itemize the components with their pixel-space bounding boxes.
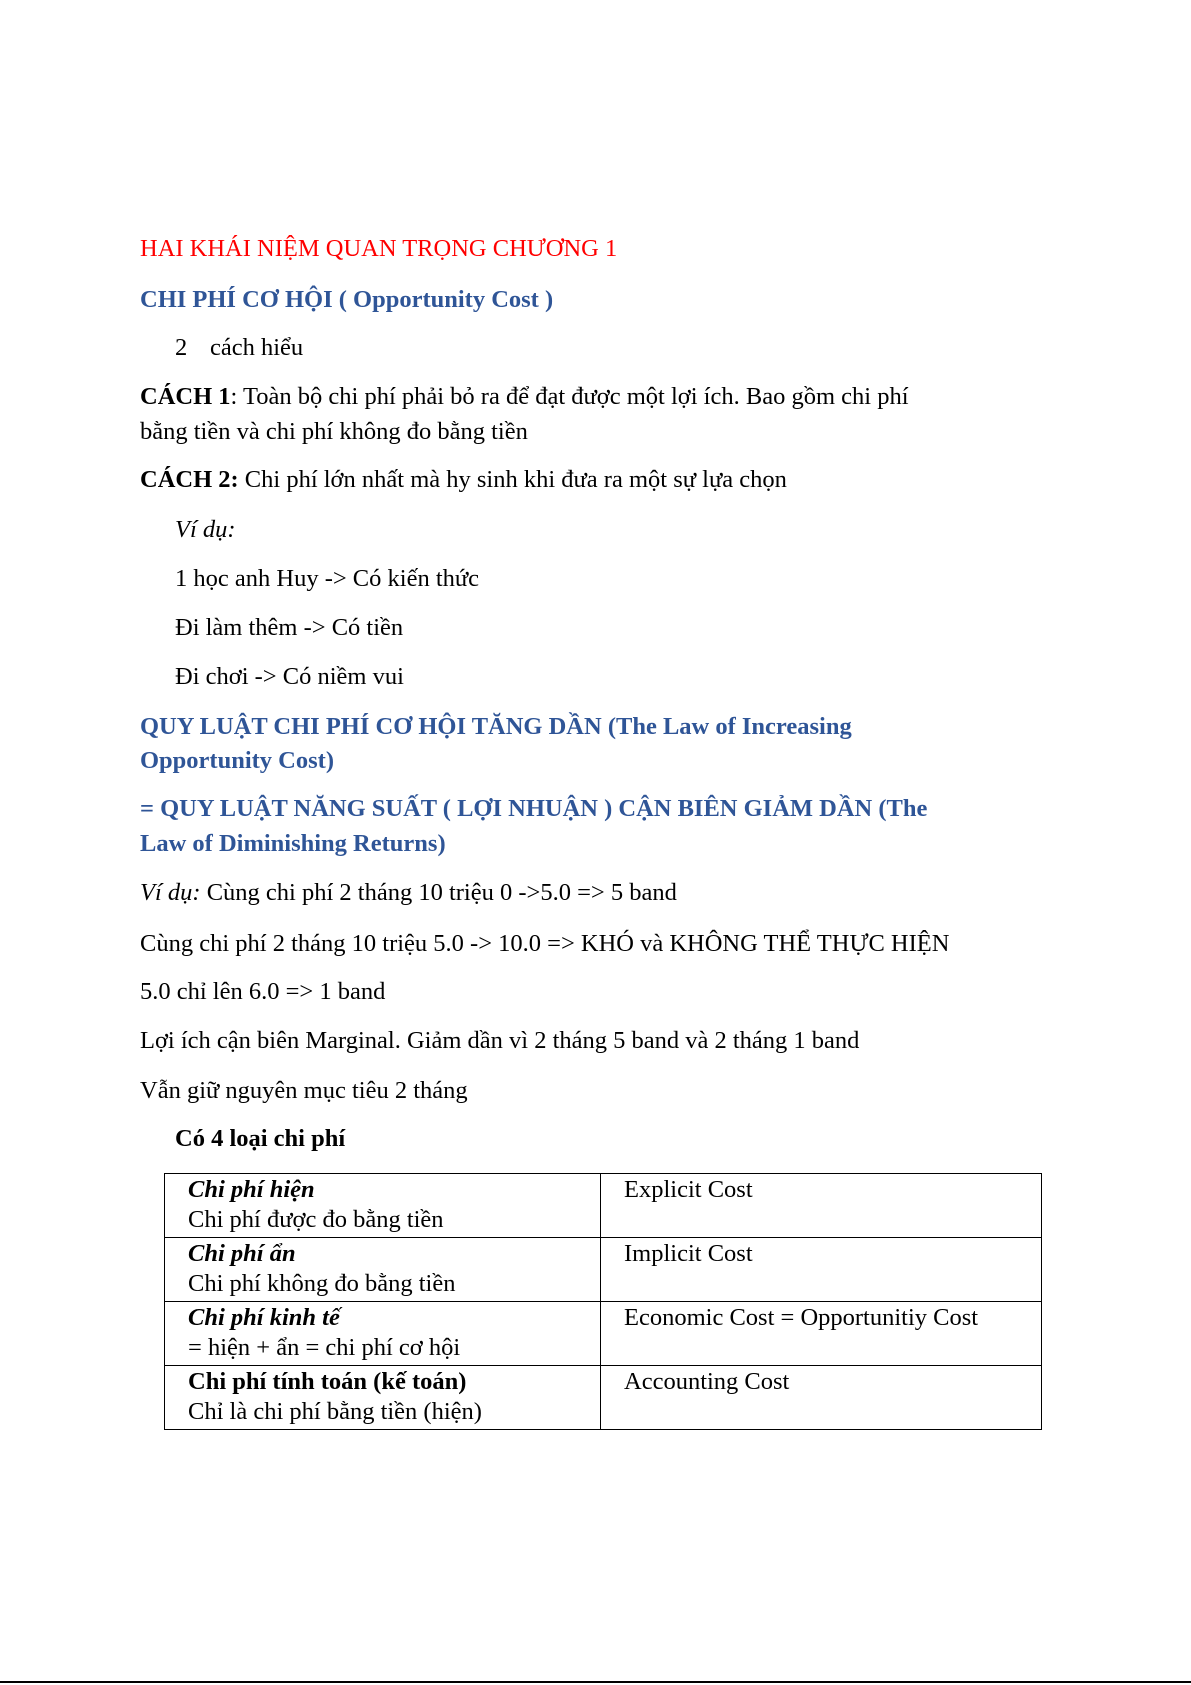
cost-en-label: Explicit Cost (624, 1176, 753, 1203)
cach1-label: CÁCH 1 (140, 383, 231, 410)
example-label: Ví dụ: (175, 516, 236, 543)
paragraph: Lợi ích cận biên Marginal. Giảm dần vì 2 tháng 5 band và 2 tháng 1 band (140, 1027, 860, 1054)
cost-vi-desc: Chi phí không đo bằng tiền (188, 1270, 456, 1297)
cost-vi-desc: Chỉ là chi phí bằng tiền (hiện) (188, 1398, 482, 1425)
example-item: Đi làm thêm -> Có tiền (175, 614, 404, 641)
cost-vi-cell (165, 1366, 601, 1430)
law-diminishing-heading-line2: Law of Diminishing Returns) (140, 830, 446, 857)
cost-types-table (164, 1173, 1042, 1430)
list-item-text: cách hiểu (210, 334, 304, 361)
law-increasing-heading-line1: QUY LUẬT CHI PHÍ CƠ HỘI TĂNG DẦN (The Law of Increasing (140, 713, 852, 740)
cost-en-label: Implicit Cost (624, 1240, 753, 1267)
cost-vi-desc: = hiện + ẩn = chi phí cơ hội (188, 1334, 461, 1361)
example2-line (140, 876, 677, 910)
cost-en-cell (601, 1302, 1042, 1366)
law-increasing-heading-line2: Opportunity Cost) (140, 747, 334, 774)
paragraph: 5.0 chỉ lên 6.0 => 1 band (140, 978, 386, 1005)
cach1-line1 (140, 380, 909, 414)
cost-en-cell (601, 1174, 1042, 1238)
cost-types-heading: Có 4 loại chi phí (175, 1125, 346, 1152)
cost-en-label: Economic Cost = Opportunitiy Cost (624, 1304, 979, 1331)
cost-vi-title: Chi phí ẩn (188, 1240, 296, 1267)
cost-en-label: Accounting Cost (624, 1368, 790, 1395)
list-number: 2 (175, 334, 188, 361)
cost-vi-title: Chi phí tính toán (kế toán) (188, 1368, 467, 1395)
cach1-text: : Toàn bộ chi phí phải bỏ ra để đạt được một lợi ích. Bao gồm chi phí (230, 383, 909, 410)
cost-vi-title: Chi phí hiện (188, 1176, 315, 1203)
example2-label: Ví dụ: (140, 879, 201, 906)
example-item: 1 học anh Huy -> Có kiến thức (175, 565, 480, 592)
cach1-line2: bằng tiền và chi phí không đo bằng tiền (140, 418, 528, 445)
cost-vi-cell (165, 1302, 601, 1366)
table-row (165, 1366, 1042, 1430)
table-row (165, 1238, 1042, 1302)
cost-vi-title: Chi phí kinh tế (188, 1304, 340, 1331)
example-item: Đi chơi -> Có niềm vui (175, 663, 404, 690)
paragraph: Cùng chi phí 2 tháng 10 triệu 5.0 -> 10.0 => KHÓ và KHÔNG THỂ THỰC HIỆN (140, 930, 950, 957)
law-diminishing-heading-line1: = QUY LUẬT NĂNG SUẤT ( LỢI NHUẬN ) CẬN BIÊN GIẢM DẦN (The (140, 795, 928, 822)
cost-vi-cell (165, 1174, 601, 1238)
page-bottom-divider (0, 1681, 1191, 1683)
table-row (165, 1302, 1042, 1366)
cach2-line (140, 463, 787, 497)
numbered-list-item (175, 331, 303, 365)
cost-en-cell (601, 1238, 1042, 1302)
cach2-text: Chi phí lớn nhất mà hy sinh khi đưa ra một sự lựa chọn (238, 466, 787, 493)
cach2-label: CÁCH 2: (140, 466, 239, 493)
cost-vi-desc: Chi phí được đo bằng tiền (188, 1206, 444, 1233)
table-row (165, 1174, 1042, 1238)
example2-text: Cùng chi phí 2 tháng 10 triệu 0 ->5.0 => 5 band (200, 879, 677, 906)
opportunity-cost-heading: CHI PHÍ CƠ HỘI ( Opportunity Cost ) (140, 286, 554, 313)
main-heading: HAI KHÁI NIỆM QUAN TRỌNG CHƯƠNG 1 (140, 235, 618, 262)
cost-en-cell (601, 1366, 1042, 1430)
paragraph: Vẫn giữ nguyên mục tiêu 2 tháng (140, 1077, 468, 1104)
cost-vi-cell (165, 1238, 601, 1302)
